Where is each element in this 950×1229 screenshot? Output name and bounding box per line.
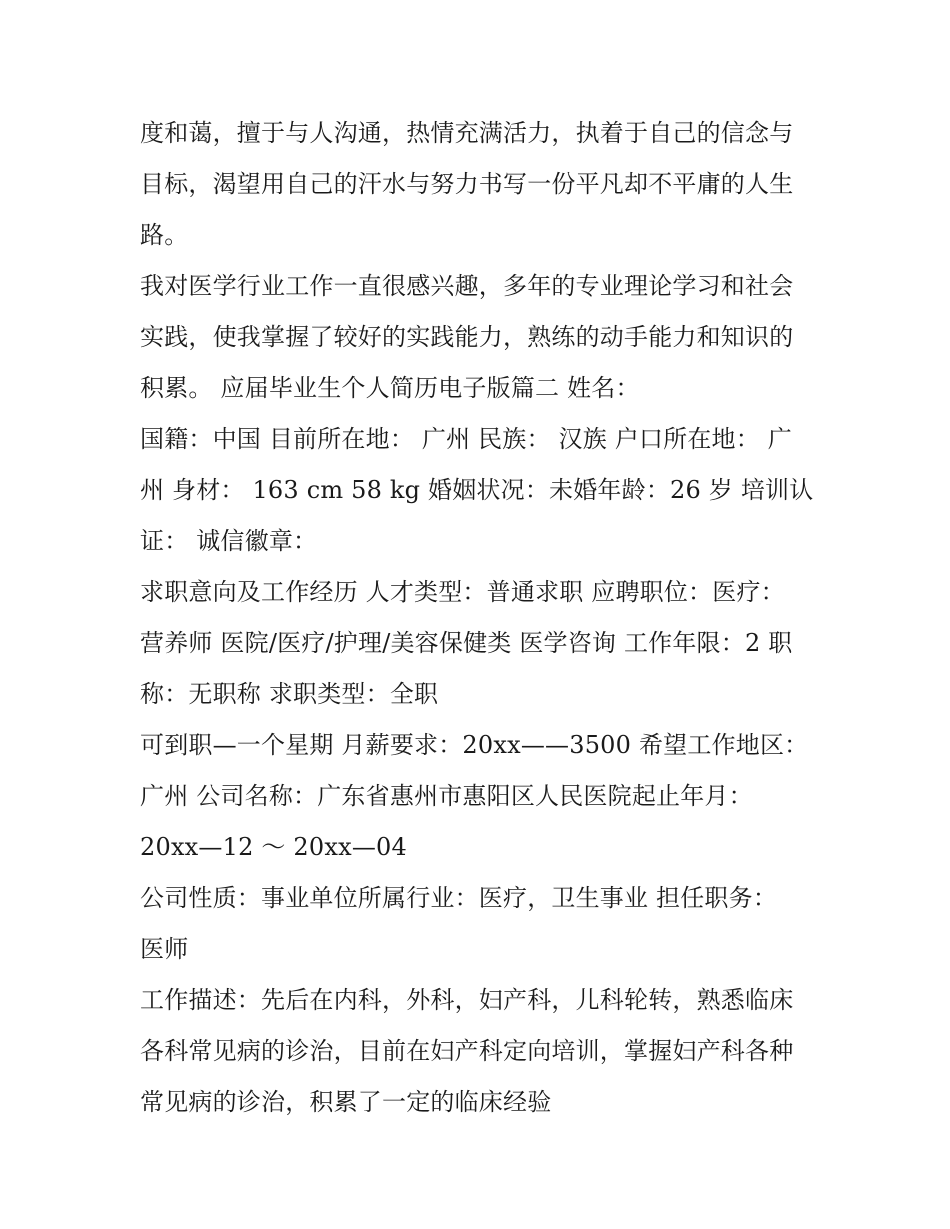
text-line: 求职意向及工作经历 人才类型：普通求职 应聘职位：医疗： [140, 578, 785, 606]
text-line: 我对医学行业工作一直很感兴趣，多年的专业理论学习和社会 [140, 272, 794, 300]
text-line: 20xx—12 ～ 20xx—04 [140, 833, 407, 861]
text-line: 积累。 应届毕业生个人简历电子版篇二 姓名： [140, 374, 640, 402]
text-line: 常见病的诊治，积累了一定的临床经验 [140, 1088, 552, 1116]
text-line: 国籍：中国 目前所在地： 广州 民族： 汉族 户口所在地： 广 [140, 425, 792, 453]
text-line: 度和蔼，擅于与人沟通，热情充满活力，执着于自己的信念与 [140, 119, 794, 147]
text-line: 目标，渴望用自己的汗水与努力书写一份平凡却不平庸的人生 [140, 170, 794, 198]
text-line: 称：无职称 求职类型：全职 [140, 680, 439, 708]
text-line: 州 身材： 163 cm 58 kg 婚姻状况：未婚年龄：26 岁 培训认 [140, 476, 814, 504]
text-line: 实践，使我掌握了较好的实践能力，熟练的动手能力和知识的 [140, 323, 794, 351]
text-line: 广州 公司名称：广东省惠州市惠阳区人民医院起止年月： [140, 782, 753, 810]
text-line: 路。 [140, 221, 189, 249]
text-line: 证： 诚信徽章： [140, 527, 318, 555]
text-line: 营养师 医院/医疗/护理/美容保健类 医学咨询 工作年限：2 职 [140, 629, 793, 657]
text-line: 工作描述：先后在内科，外科，妇产科，儿科轮转，熟悉临床 [140, 986, 794, 1014]
text-line: 医师 [140, 935, 189, 963]
document-page [140, 108, 820, 1128]
text-line: 公司性质：事业单位所属行业：医疗，卫生事业 担任职务： [140, 884, 778, 912]
text-line: 各科常见病的诊治，目前在妇产科定向培训，掌握妇产科各种 [140, 1037, 794, 1065]
text-line: 可到职—一个星期 月薪要求：20xx——3500 希望工作地区： [140, 731, 809, 759]
